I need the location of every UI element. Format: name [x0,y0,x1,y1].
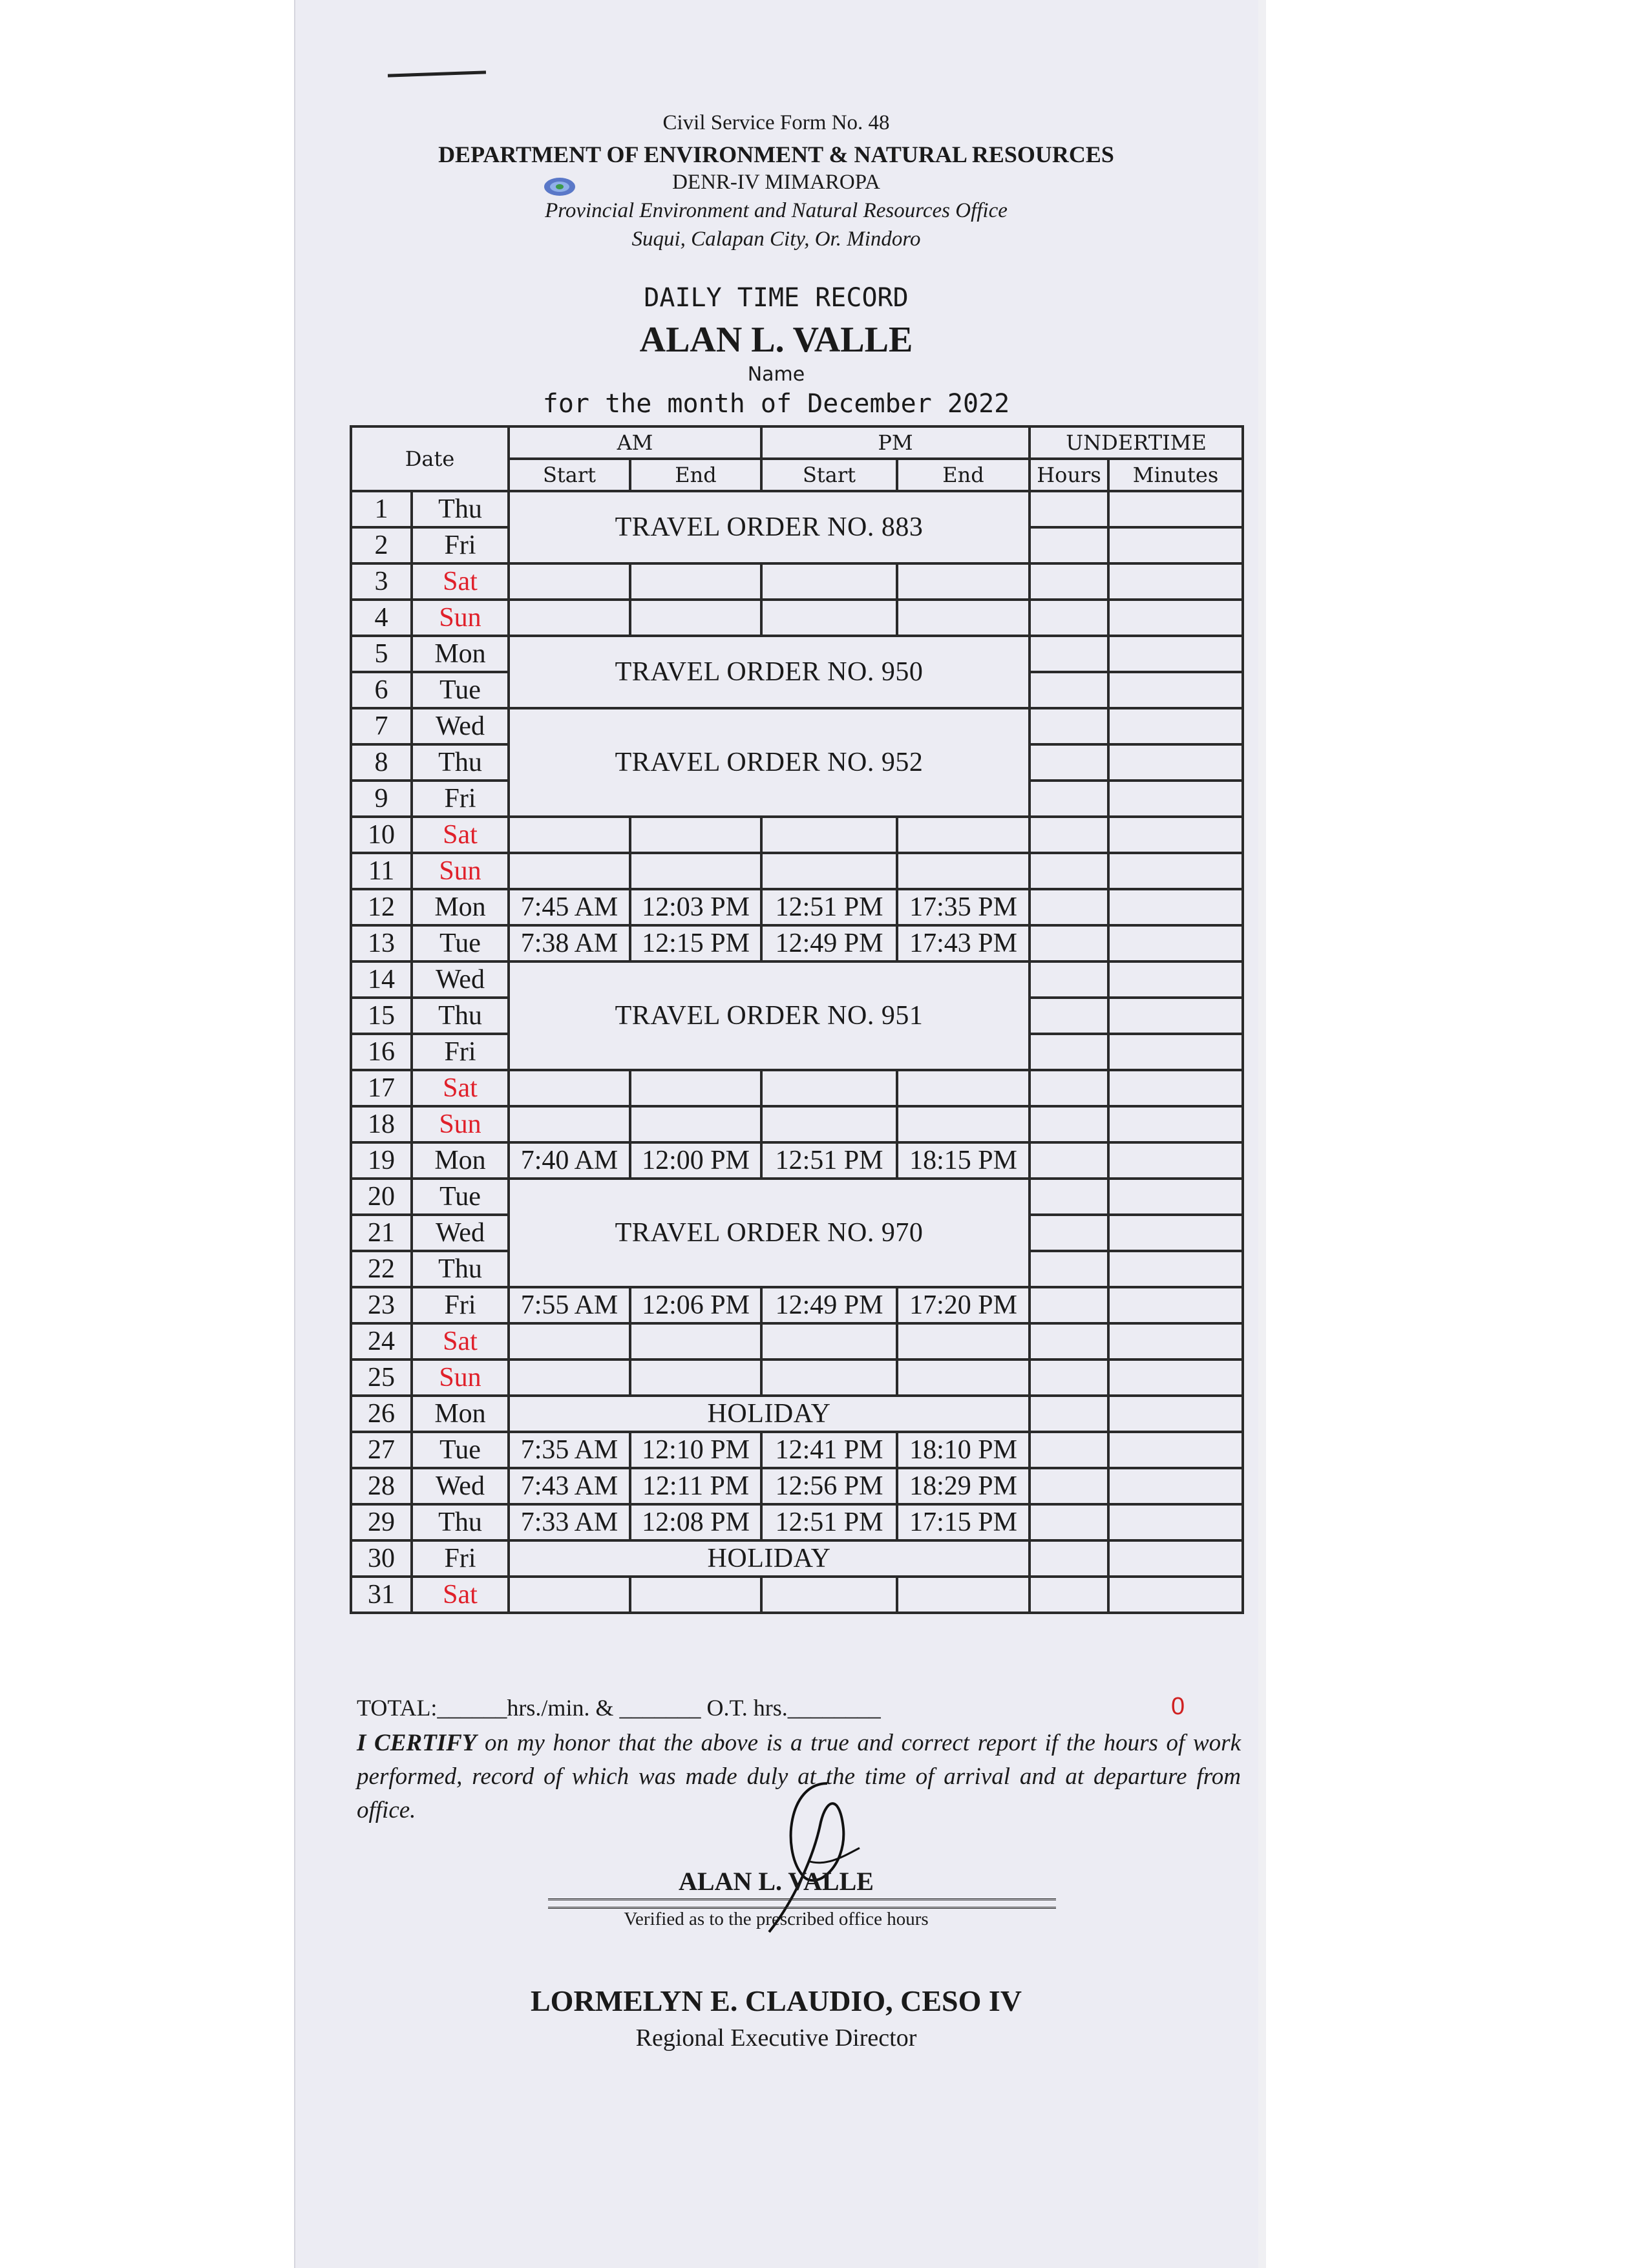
am-end-time: 12:11 PM [630,1468,761,1504]
am-end-time: 12:03 PM [630,889,761,925]
am-end-time: 12:10 PM [630,1432,761,1468]
weekday: Fri [412,1540,509,1577]
weekday: Sat [412,1070,509,1106]
weekday: Thu [412,998,509,1034]
weekday: Thu [412,1504,509,1540]
day-number: 1 [351,491,412,527]
day-number: 11 [351,853,412,889]
undertime-minutes [1108,1504,1243,1540]
day-row [351,1360,1243,1396]
day-row [351,889,1243,925]
day-number: 9 [351,781,412,817]
undertime-hours [1030,1070,1108,1106]
signature-line [548,1898,1056,1909]
weekday: Fri [412,1034,509,1070]
undertime-minutes [1108,781,1243,817]
travel-order-cell: TRAVEL ORDER NO. 950 [509,636,1030,708]
day-row [351,1323,1243,1360]
undertime-header: UNDERTIME [1030,426,1243,459]
am-start-time [509,853,630,889]
undertime-minutes [1108,1540,1243,1577]
am-start-time: 7:40 AM [509,1142,630,1179]
weekday: Mon [412,1396,509,1432]
am-start-time [509,817,630,853]
approver-name: LORMELYN E. CLAUDIO, CESO IV [531,1984,1022,2017]
day-number: 13 [351,925,412,961]
certify-text: on my honor that the above is a true and correct report if the hours of work performed, record of which was made duly at the time of arrival and at departure from office. [357,1730,1241,1823]
provincial-office: Provincial Environment and Natural Resources Office [545,199,1008,222]
pm-start-header: Start [761,459,897,491]
undertime-hours [1030,1287,1108,1323]
am-end-time [630,1070,761,1106]
pm-start-time: 12:51 PM [761,1142,897,1179]
day-number: 24 [351,1323,412,1360]
holiday-cell: HOLIDAY [509,1540,1030,1577]
undertime-hours [1030,708,1108,744]
am-end-time [630,1577,761,1613]
pm-header: PM [761,426,1030,459]
approver-title: Regional Executive Director [635,2024,917,2052]
am-end-time [630,563,761,600]
am-end-time: 12:00 PM [630,1142,761,1179]
weekday: Thu [412,491,509,527]
day-row [351,817,1243,853]
pm-end-time: 18:15 PM [897,1142,1030,1179]
day-number: 19 [351,1142,412,1179]
pm-end-time: 17:35 PM [897,889,1030,925]
undertime-minutes [1108,708,1243,744]
day-number: 30 [351,1540,412,1577]
undertime-minutes [1108,600,1243,636]
day-row [351,491,1243,527]
undertime-minutes [1108,636,1243,672]
weekday: Tue [412,1432,509,1468]
pm-start-time: 12:51 PM [761,889,897,925]
undertime-minutes [1108,527,1243,563]
undertime-hours [1030,961,1108,998]
day-number: 18 [351,1106,412,1142]
day-number: 15 [351,998,412,1034]
certify-lead: I CERTIFY [357,1730,477,1756]
undertime-minutes [1108,853,1243,889]
pm-end-time: 18:10 PM [897,1432,1030,1468]
department-name: DEPARTMENT OF ENVIRONMENT & NATURAL RESOURCES [438,142,1114,167]
am-end-time [630,817,761,853]
am-end-time [630,1106,761,1142]
undertime-minutes [1108,1034,1243,1070]
undertime-hours [1030,672,1108,708]
day-number: 8 [351,744,412,781]
pm-start-time [761,563,897,600]
day-row [351,1577,1243,1613]
am-start-header: Start [509,459,630,491]
day-row [351,600,1243,636]
undertime-hours [1030,527,1108,563]
regional-office: DENR-IV MIMAROPA [672,171,880,194]
pm-start-time [761,1070,897,1106]
am-end-header: End [630,459,761,491]
undertime-hours [1030,925,1108,961]
pm-end-time: 18:29 PM [897,1468,1030,1504]
weekday: Sun [412,1106,509,1142]
am-start-time [509,1323,630,1360]
undertime-hours [1030,1142,1108,1179]
pm-end-time: 17:20 PM [897,1287,1030,1323]
day-row [351,1504,1243,1540]
pm-end-time: 17:43 PM [897,925,1030,961]
day-row [351,708,1243,744]
day-number: 20 [351,1179,412,1215]
weekday: Mon [412,1142,509,1179]
weekday: Wed [412,961,509,998]
undertime-hours [1030,1034,1108,1070]
undertime-hours [1030,563,1108,600]
day-row [351,925,1243,961]
undertime-hours [1030,491,1108,527]
undertime-minutes [1108,744,1243,781]
time-record-table [350,425,1244,1614]
undertime-minutes [1108,1468,1243,1504]
undertime-hours [1030,636,1108,672]
day-number: 5 [351,636,412,672]
am-start-time [509,1106,630,1142]
day-number: 17 [351,1070,412,1106]
undertime-hours [1030,1106,1108,1142]
day-number: 14 [351,961,412,998]
undertime-minutes [1108,961,1243,998]
day-number: 10 [351,817,412,853]
am-start-time: 7:43 AM [509,1468,630,1504]
undertime-hours [1030,1323,1108,1360]
weekday: Sat [412,1577,509,1613]
weekday: Fri [412,781,509,817]
pm-start-time: 12:51 PM [761,1504,897,1540]
weekday: Wed [412,1468,509,1504]
hours-header: Hours [1030,459,1108,491]
pm-end-time [897,853,1030,889]
undertime-minutes [1108,1396,1243,1432]
minutes-header: Minutes [1108,459,1243,491]
am-start-time [509,600,630,636]
day-row [351,1432,1243,1468]
am-start-time: 7:55 AM [509,1287,630,1323]
weekday: Thu [412,1251,509,1287]
pm-start-time [761,1577,897,1613]
total-line: TOTAL:______hrs./min. & _______ O.T. hrs.________ [357,1695,881,1721]
day-row [351,1287,1243,1323]
day-number: 31 [351,1577,412,1613]
pm-end-time [897,1577,1030,1613]
day-row [351,1106,1243,1142]
am-start-time [509,1070,630,1106]
day-row [351,1540,1243,1577]
undertime-minutes [1108,1179,1243,1215]
am-end-time [630,1360,761,1396]
undertime-minutes [1108,672,1243,708]
pm-end-time [897,1070,1030,1106]
undertime-hours [1030,1432,1108,1468]
day-number: 28 [351,1468,412,1504]
undertime-minutes [1108,1106,1243,1142]
pm-end-time [897,1323,1030,1360]
travel-order-cell: TRAVEL ORDER NO. 970 [509,1179,1030,1287]
day-number: 16 [351,1034,412,1070]
pm-start-time: 12:49 PM [761,925,897,961]
undertime-minutes [1108,889,1243,925]
pm-start-time [761,1360,897,1396]
day-number: 7 [351,708,412,744]
undertime-hours [1030,1251,1108,1287]
undertime-minutes [1108,998,1243,1034]
office-address: Suqui, Calapan City, Or. Mindoro [631,227,921,251]
undertime-hours [1030,1577,1108,1613]
day-number: 21 [351,1215,412,1251]
day-number: 25 [351,1360,412,1396]
signatory-name: ALAN L. VALLE [679,1867,874,1896]
weekday: Wed [412,708,509,744]
day-number: 29 [351,1504,412,1540]
day-number: 26 [351,1396,412,1432]
am-start-time [509,1360,630,1396]
am-end-time: 12:15 PM [630,925,761,961]
am-start-time: 7:35 AM [509,1432,630,1468]
pm-start-time: 12:56 PM [761,1468,897,1504]
undertime-hours [1030,600,1108,636]
am-start-time: 7:45 AM [509,889,630,925]
undertime-minutes [1108,1360,1243,1396]
undertime-minutes [1108,1251,1243,1287]
pm-end-time [897,1360,1030,1396]
pm-start-time [761,817,897,853]
day-number: 27 [351,1432,412,1468]
day-row [351,853,1243,889]
pm-start-time [761,1106,897,1142]
weekday: Mon [412,636,509,672]
undertime-minutes [1108,1070,1243,1106]
undertime-hours [1030,1179,1108,1215]
am-end-time [630,600,761,636]
holiday-cell: HOLIDAY [509,1396,1030,1432]
day-row [351,1142,1243,1179]
undertime-minutes [1108,1287,1243,1323]
day-row [351,636,1243,672]
weekday: Sun [412,1360,509,1396]
weekday: Thu [412,744,509,781]
pm-start-time [761,1323,897,1360]
weekday: Fri [412,527,509,563]
pm-start-time [761,600,897,636]
undertime-minutes [1108,1577,1243,1613]
am-start-time: 7:33 AM [509,1504,630,1540]
weekday: Sun [412,853,509,889]
day-number: 2 [351,527,412,563]
undertime-minutes [1108,1323,1243,1360]
undertime-minutes [1108,563,1243,600]
undertime-hours [1030,853,1108,889]
sheet-edge [1258,0,1266,2268]
total-value: 0 [1171,1693,1185,1720]
am-start-time [509,1577,630,1613]
weekday: Tue [412,925,509,961]
undertime-minutes [1108,1142,1243,1179]
am-start-time: 7:38 AM [509,925,630,961]
undertime-hours [1030,781,1108,817]
pm-start-time [761,853,897,889]
day-number: 3 [351,563,412,600]
undertime-minutes [1108,491,1243,527]
record-title: DAILY TIME RECORD [644,283,909,313]
am-end-time: 12:08 PM [630,1504,761,1540]
form-number: Civil Service Form No. 48 [662,111,890,134]
day-number: 4 [351,600,412,636]
day-row [351,1070,1243,1106]
pm-end-time [897,817,1030,853]
weekday: Wed [412,1215,509,1251]
name-caption: Name [747,363,805,386]
day-row [351,1179,1243,1215]
undertime-hours [1030,1360,1108,1396]
day-row [351,563,1243,600]
day-number: 22 [351,1251,412,1287]
employee-name: ALAN L. VALLE [639,320,913,360]
am-header: AM [509,426,761,459]
undertime-hours [1030,744,1108,781]
undertime-minutes [1108,817,1243,853]
travel-order-cell: TRAVEL ORDER NO. 883 [509,491,1030,563]
weekday: Sat [412,1323,509,1360]
day-number: 12 [351,889,412,925]
undertime-hours [1030,998,1108,1034]
pm-end-time: 17:15 PM [897,1504,1030,1540]
pm-start-time: 12:41 PM [761,1432,897,1468]
am-end-time [630,853,761,889]
weekday: Tue [412,1179,509,1215]
pm-end-time [897,1106,1030,1142]
am-start-time [509,563,630,600]
travel-order-cell: TRAVEL ORDER NO. 951 [509,961,1030,1070]
pm-start-time: 12:49 PM [761,1287,897,1323]
weekday: Mon [412,889,509,925]
pm-end-time [897,600,1030,636]
undertime-minutes [1108,1432,1243,1468]
day-number: 6 [351,672,412,708]
undertime-minutes [1108,1215,1243,1251]
undertime-hours [1030,1215,1108,1251]
weekday: Sun [412,600,509,636]
weekday: Fri [412,1287,509,1323]
weekday: Sat [412,817,509,853]
undertime-hours [1030,1468,1108,1504]
date-header: Date [351,426,509,491]
month-line: for the month of December 2022 [542,389,1010,419]
am-end-time [630,1323,761,1360]
undertime-hours [1030,817,1108,853]
day-row [351,1468,1243,1504]
pm-end-header: End [897,459,1030,491]
am-end-time: 12:06 PM [630,1287,761,1323]
weekday: Tue [412,672,509,708]
undertime-minutes [1108,925,1243,961]
verified-caption: Verified as to the prescribed office hours [624,1909,929,1929]
pm-end-time [897,563,1030,600]
undertime-hours [1030,1504,1108,1540]
travel-order-cell: TRAVEL ORDER NO. 952 [509,708,1030,817]
day-number: 23 [351,1287,412,1323]
undertime-hours [1030,889,1108,925]
undertime-hours [1030,1540,1108,1577]
day-row [351,961,1243,998]
day-row [351,1396,1243,1432]
undertime-hours [1030,1396,1108,1432]
weekday: Sat [412,563,509,600]
